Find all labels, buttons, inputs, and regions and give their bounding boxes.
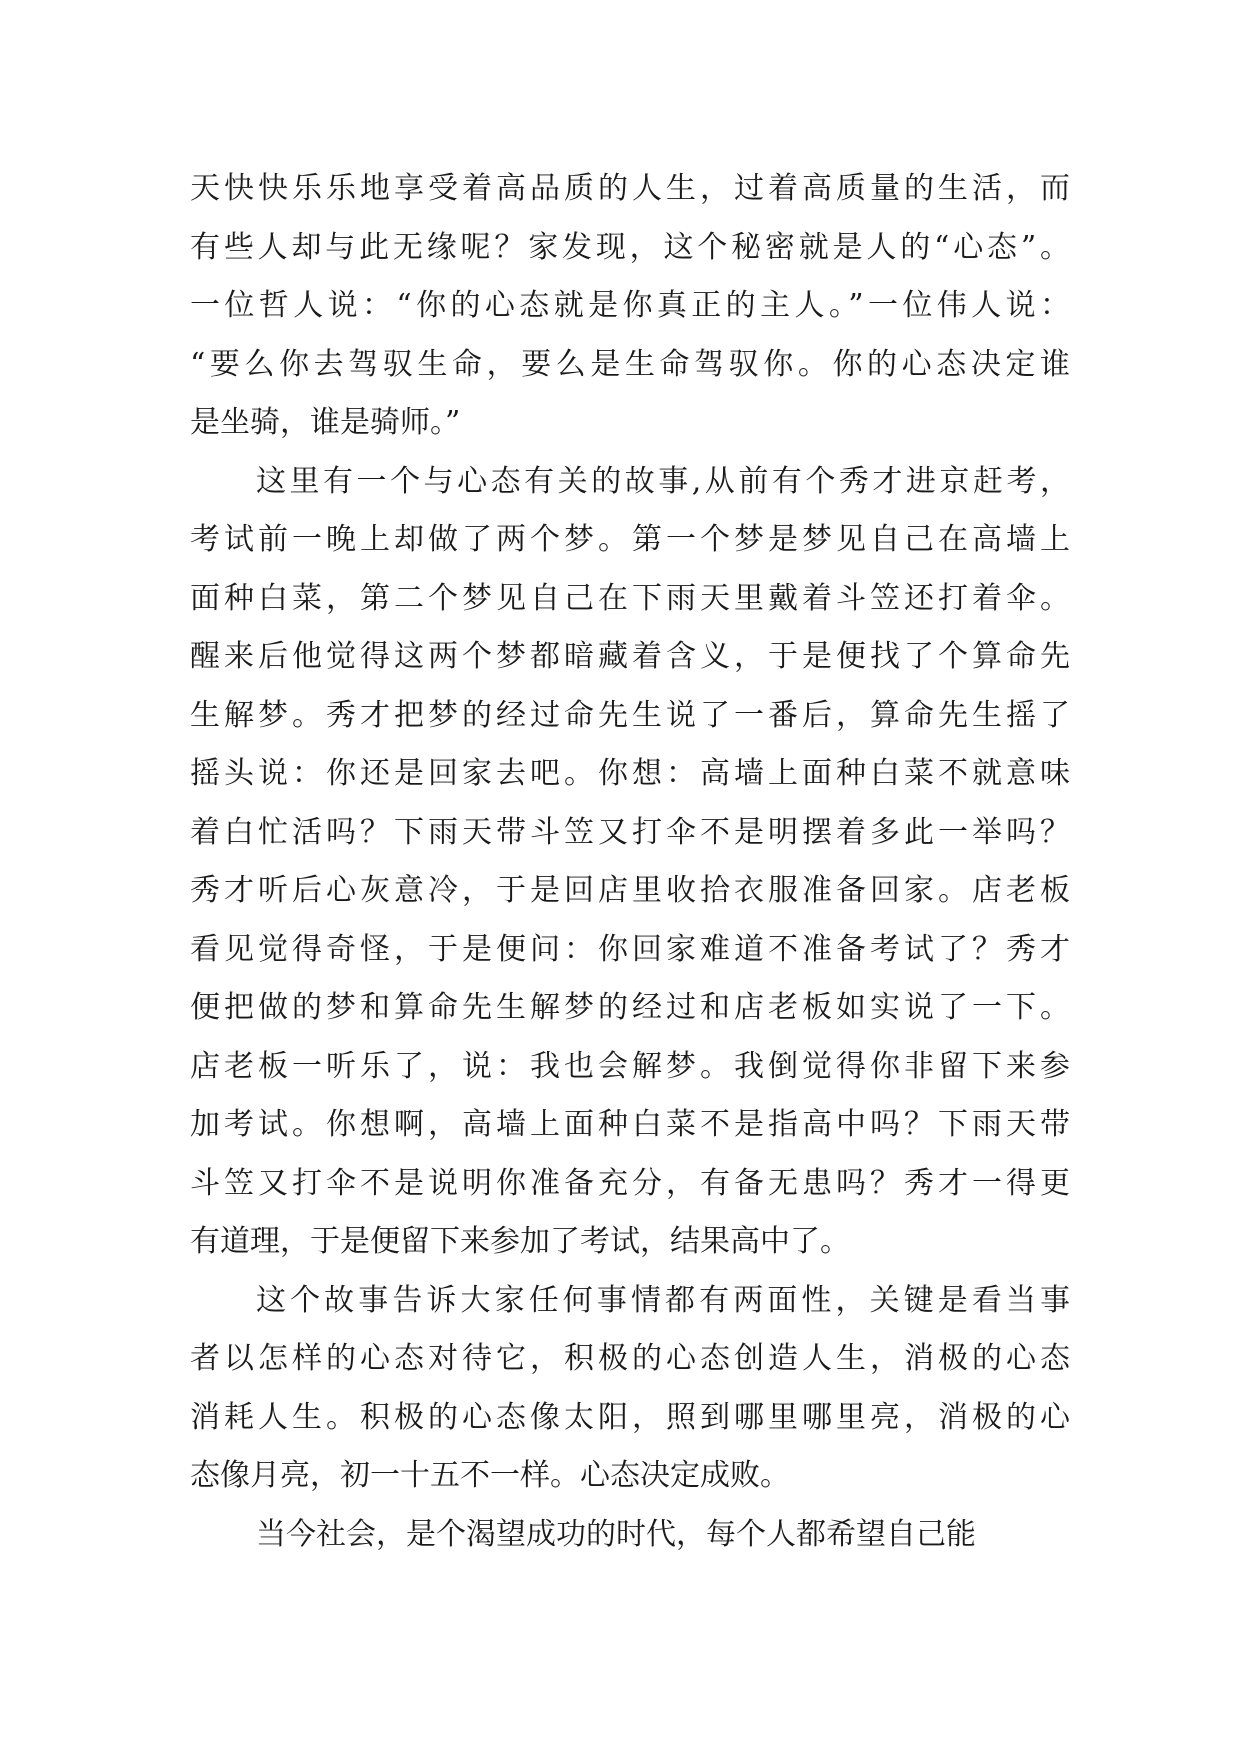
text-line: 面种白菜，第二个梦见自己在下雨天里戴着斗笠还打着伞。 <box>190 580 1070 616</box>
text-line: 者以怎样的心态对待它，积极的心态创造人生，消极的心态 <box>190 1341 1070 1376</box>
text-line: 是坐骑，谁是骑师。” <box>190 405 461 440</box>
text-line: 考试前一晚上却做了两个梦。第一个梦是梦见自己在高墙上 <box>190 522 1070 557</box>
paragraph <box>190 160 1070 453</box>
text-line: 便把做的梦和算命先生解梦的经过和店老板如实说了一下。 <box>190 990 1070 1025</box>
text-line: 这里有一个与心态有关的故事,从前有个秀才进京赶考， <box>256 463 1070 499</box>
text-line: 看见觉得奇怪，于是便问：你回家难道不准备考试了？秀才 <box>190 931 1070 967</box>
text-line: 一位哲人说：“你的心态就是你真正的主人。”一位伟人说： <box>190 288 1070 323</box>
text-line: “要么你去驾驭生命，要么是生命驾驭你。你的心态决定谁 <box>190 346 1070 382</box>
text-line: 生解梦。秀才把梦的经过命先生说了一番后，算命先生摇了 <box>190 697 1070 733</box>
document-body <box>190 160 1070 1564</box>
text-line: 当今社会，是个渴望成功的时代，每个人都希望自己能 <box>256 1516 976 1552</box>
text-line: 着白忙活吗？下雨天带斗笠又打伞不是明摆着多此一举吗？ <box>190 814 1070 850</box>
text-line: 摇头说：你还是回家去吧。你想：高墙上面种白菜不就意味 <box>190 756 1070 791</box>
text-line: 店老板一听乐了，说：我也会解梦。我倒觉得你非留下来参 <box>190 1048 1070 1084</box>
text-line: 态像月亮，初一十五不一样。心态决定成败。 <box>190 1458 790 1493</box>
text-line: 有些人却与此无缘呢？家发现，这个秘密就是人的“心态”。 <box>190 229 1070 265</box>
paragraph <box>190 1272 1070 1506</box>
text-line: 秀才听后心灰意冷，于是回店里收拾衣服准备回家。店老板 <box>190 873 1070 908</box>
paragraph <box>190 1506 1070 1565</box>
text-line: 醒来后他觉得这两个梦都暗藏着含义，于是便找了个算命先 <box>190 639 1070 674</box>
text-line: 有道理，于是便留下来参加了考试，结果高中了。 <box>190 1224 850 1259</box>
text-line: 斗笠又打伞不是说明你准备充分，有备无患吗？秀才一得更 <box>190 1165 1070 1201</box>
paragraph <box>190 453 1070 1272</box>
text-line: 这个故事告诉大家任何事情都有两面性，关键是看当事 <box>256 1282 1070 1318</box>
text-line: 消耗人生。积极的心态像太阳，照到哪里哪里亮，消极的心 <box>190 1399 1070 1435</box>
text-line: 加考试。你想啊，高墙上面种白菜不是指高中吗？下雨天带 <box>190 1107 1070 1142</box>
text-line: 天快快乐乐地享受着高品质的人生，过着高质量的生活，而 <box>190 171 1070 206</box>
